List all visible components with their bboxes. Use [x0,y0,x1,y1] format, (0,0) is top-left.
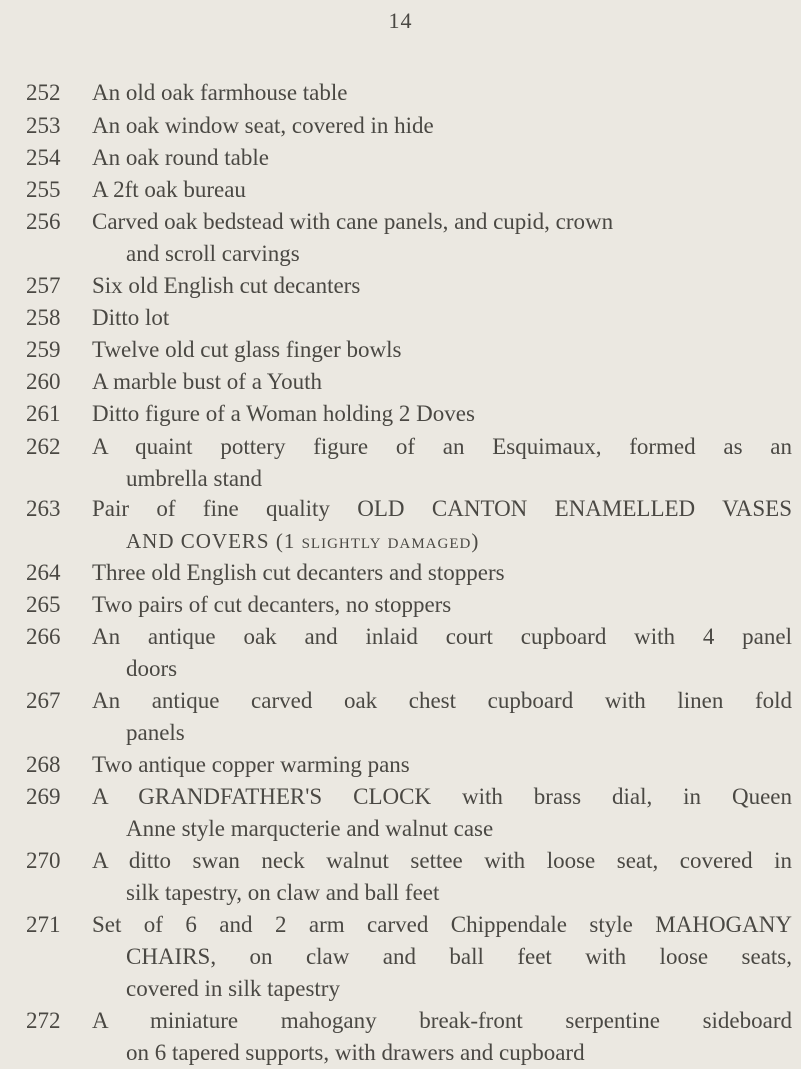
lot-description [92,909,792,1005]
description-line: silk tapestry, on claw and ball feet [126,880,440,905]
description-line: panels [126,720,185,745]
lot-number: 253 [26,113,61,138]
lot-description [92,334,792,366]
description-line: A miniature mahogany break-front serpentine sideboard [92,1008,792,1033]
lot-description [92,270,792,302]
lot-number: 266 [26,624,61,649]
lot-description [92,398,792,430]
description-line: Two antique copper warming pans [92,752,410,777]
description-line: Twelve old cut glass finger bowls [92,337,402,362]
lot-description [92,557,792,589]
lot-number: 255 [26,177,61,202]
description-line: Six old English cut decanters [92,273,361,298]
description-line: An antique carved oak chest cupboard with linen fold [92,688,792,713]
description-line: A marble bust of a Youth [92,369,322,394]
lot-description [92,749,792,781]
lot-description [92,431,792,495]
lot-number: 262 [26,434,61,459]
lot-number: 270 [26,848,61,873]
lot-number: 267 [26,688,61,713]
lot-description [92,845,792,909]
description-line: on 6 tapered supports, with drawers and cupboard [126,1040,585,1065]
description-line: A 2ft oak bureau [92,177,246,202]
lot-description [92,1005,792,1069]
lot-description [92,366,792,398]
description-line: and scroll carvings [126,241,300,266]
description-line: Two pairs of cut decanters, no stoppers [92,592,452,617]
description-line: An old oak farmhouse table [92,80,348,105]
description-line: An antique oak and inlaid court cupboard with 4 panel [92,624,792,649]
lot-number: 272 [26,1008,61,1033]
lot-description [92,110,792,142]
lot-number: 261 [26,401,61,426]
description-line: Pair of fine quality OLD CANTON ENAMELLED VASES [92,496,792,521]
lot-number: 264 [26,560,61,585]
description-line: An oak round table [92,145,269,170]
lot-description [92,621,792,685]
lot-description [92,302,792,334]
description-line: umbrella stand [126,466,263,491]
description-line: Three old English cut decanters and stoppers [92,560,505,585]
description-line: A quaint pottery figure of an Esquimaux, formed as an [92,434,792,459]
lot-description [92,77,792,109]
lot-description [92,206,792,270]
lot-description [92,685,792,749]
lot-number: 260 [26,369,61,394]
lot-number: 269 [26,784,61,809]
lot-description [92,589,792,621]
description-line: A ditto swan neck walnut settee with loose seat, covered in [92,848,792,873]
lot-number: 252 [26,80,61,105]
description-line: Ditto figure of a Woman holding 2 Doves [92,401,475,426]
lot-number: 256 [26,209,61,234]
description-line: covered in silk tapestry [126,976,340,1001]
description-line: Ditto lot [92,305,170,330]
lot-number: 254 [26,145,61,170]
page-number: 14 [388,8,413,33]
lot-description [92,493,792,557]
lot-number: 265 [26,592,61,617]
description-line: CHAIRS, on claw and ball feet with loose seats, [126,944,792,969]
lot-number: 257 [26,273,61,298]
description-line: Anne style marqucterie and walnut case [126,816,494,841]
description-line: Set of 6 and 2 arm carved Chippendale style MAHOGANY [92,912,792,937]
lot-number: 263 [26,496,61,521]
lot-description [92,781,792,845]
lot-description [92,174,792,206]
description-line: Carved oak bedstead with cane panels, and cupid, crown [92,209,614,234]
description-line: doors [126,656,178,681]
lot-number: 271 [26,912,61,937]
description-line: A GRANDFATHER'S CLOCK with brass dial, in Queen [92,784,792,809]
lot-number: 258 [26,305,61,330]
lot-number: 268 [26,752,61,777]
description-line: An oak window seat, covered in hide [92,113,434,138]
description-line: AND COVERS (1 slightly damaged) [126,529,480,553]
lot-description [92,142,792,174]
lot-number: 259 [26,337,61,362]
